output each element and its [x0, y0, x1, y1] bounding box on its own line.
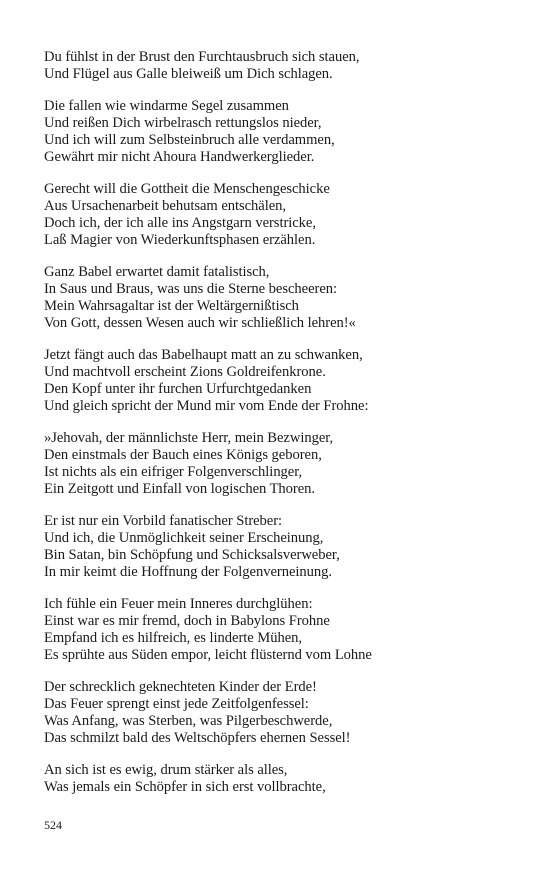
verse-line: In mir keimt die Hoffnung der Folgenverneinung.	[44, 564, 332, 580]
verse-line: Gewährt mir nicht Ahoura Handwerkerglieder.	[44, 149, 315, 165]
verse-line: Bin Satan, bin Schöpfung und Schicksalsverweber,	[44, 547, 340, 563]
verse-line: In Saus und Braus, was uns die Sterne bescheeren:	[44, 281, 338, 297]
verse-line: Von Gott, dessen Wesen auch wir schließlich lehren!«	[44, 315, 356, 331]
stanza-5	[44, 347, 524, 415]
verse-line: Das schmilzt bald des Weltschöpfers ehernen Sessel!	[44, 730, 351, 746]
verse-line: Es sprühte aus Süden empor, leicht flüsternd vom Lohne	[44, 647, 372, 663]
verse-line: Gerecht will die Gottheit die Menschengeschicke	[44, 181, 330, 197]
page-number: 524	[44, 818, 62, 832]
poem-text	[44, 49, 524, 811]
stanza-9	[44, 679, 524, 747]
verse-line: Den einstmals der Bauch eines Königs geboren,	[44, 447, 322, 463]
stanza-7	[44, 513, 524, 581]
verse-line: Und gleich spricht der Mund mir vom Ende der Frohne:	[44, 398, 369, 414]
verse-line: Was Anfang, was Sterben, was Pilgerbeschwerde,	[44, 713, 333, 729]
verse-line: An sich ist es ewig, drum stärker als alles,	[44, 762, 288, 778]
verse-line: »Jehovah, der männlichste Herr, mein Bezwinger,	[44, 430, 334, 446]
verse-line: Was jemals ein Schöpfer in sich erst vollbrachte,	[44, 779, 326, 795]
stanza-3	[44, 181, 524, 249]
verse-line: Das Feuer sprengt einst jede Zeitfolgenfessel:	[44, 696, 309, 712]
verse-line: Und Flügel aus Galle bleiweiß um Dich schlagen.	[44, 66, 333, 82]
verse-line: Doch ich, der ich alle ins Angstgarn verstricke,	[44, 215, 316, 231]
verse-line: Du fühlst in der Brust den Furchtausbruch sich stauen,	[44, 49, 360, 65]
verse-line: Und ich will zum Selbsteinbruch alle verdammen,	[44, 132, 335, 148]
verse-line: Und ich, die Unmöglichkeit seiner Erscheinung,	[44, 530, 324, 546]
verse-line: Ein Zeitgott und Einfall von logischen Thoren.	[44, 481, 316, 497]
verse-line: Mein Wahrsagaltar ist der Weltärgernißtisch	[44, 298, 299, 314]
verse-line: Der schrecklich geknechteten Kinder der Erde!	[44, 679, 317, 695]
verse-line: Ich fühle ein Feuer mein Inneres durchglühen:	[44, 596, 313, 612]
stanza-2	[44, 98, 524, 166]
verse-line: Einst war es mir fremd, doch in Babylons Frohne	[44, 613, 330, 629]
verse-line: Er ist nur ein Vorbild fanatischer Streber:	[44, 513, 283, 529]
verse-line: Die fallen wie windarme Segel zusammen	[44, 98, 289, 114]
verse-line: Ist nichts als ein eifriger Folgenverschlinger,	[44, 464, 303, 480]
verse-line: Den Kopf unter ihr furchen Urfurchtgedanken	[44, 381, 312, 397]
stanza-1	[44, 49, 524, 83]
stanza-4	[44, 264, 524, 332]
stanza-10	[44, 762, 524, 796]
verse-line: Empfand ich es hilfreich, es linderte Mühen,	[44, 630, 302, 646]
stanza-8	[44, 596, 524, 664]
verse-line: Laß Magier von Wiederkunftsphasen erzählen.	[44, 232, 316, 248]
stanza-6	[44, 430, 524, 498]
verse-line: Und reißen Dich wirbelrasch rettungslos nieder,	[44, 115, 322, 131]
verse-line: Jetzt fängt auch das Babelhaupt matt an zu schwanken,	[44, 347, 363, 363]
verse-line: Aus Ursachenarbeit behutsam entschälen,	[44, 198, 287, 214]
verse-line: Und machtvoll erscheint Zions Goldreifenkrone.	[44, 364, 326, 380]
verse-line: Ganz Babel erwartet damit fatalistisch,	[44, 264, 270, 280]
